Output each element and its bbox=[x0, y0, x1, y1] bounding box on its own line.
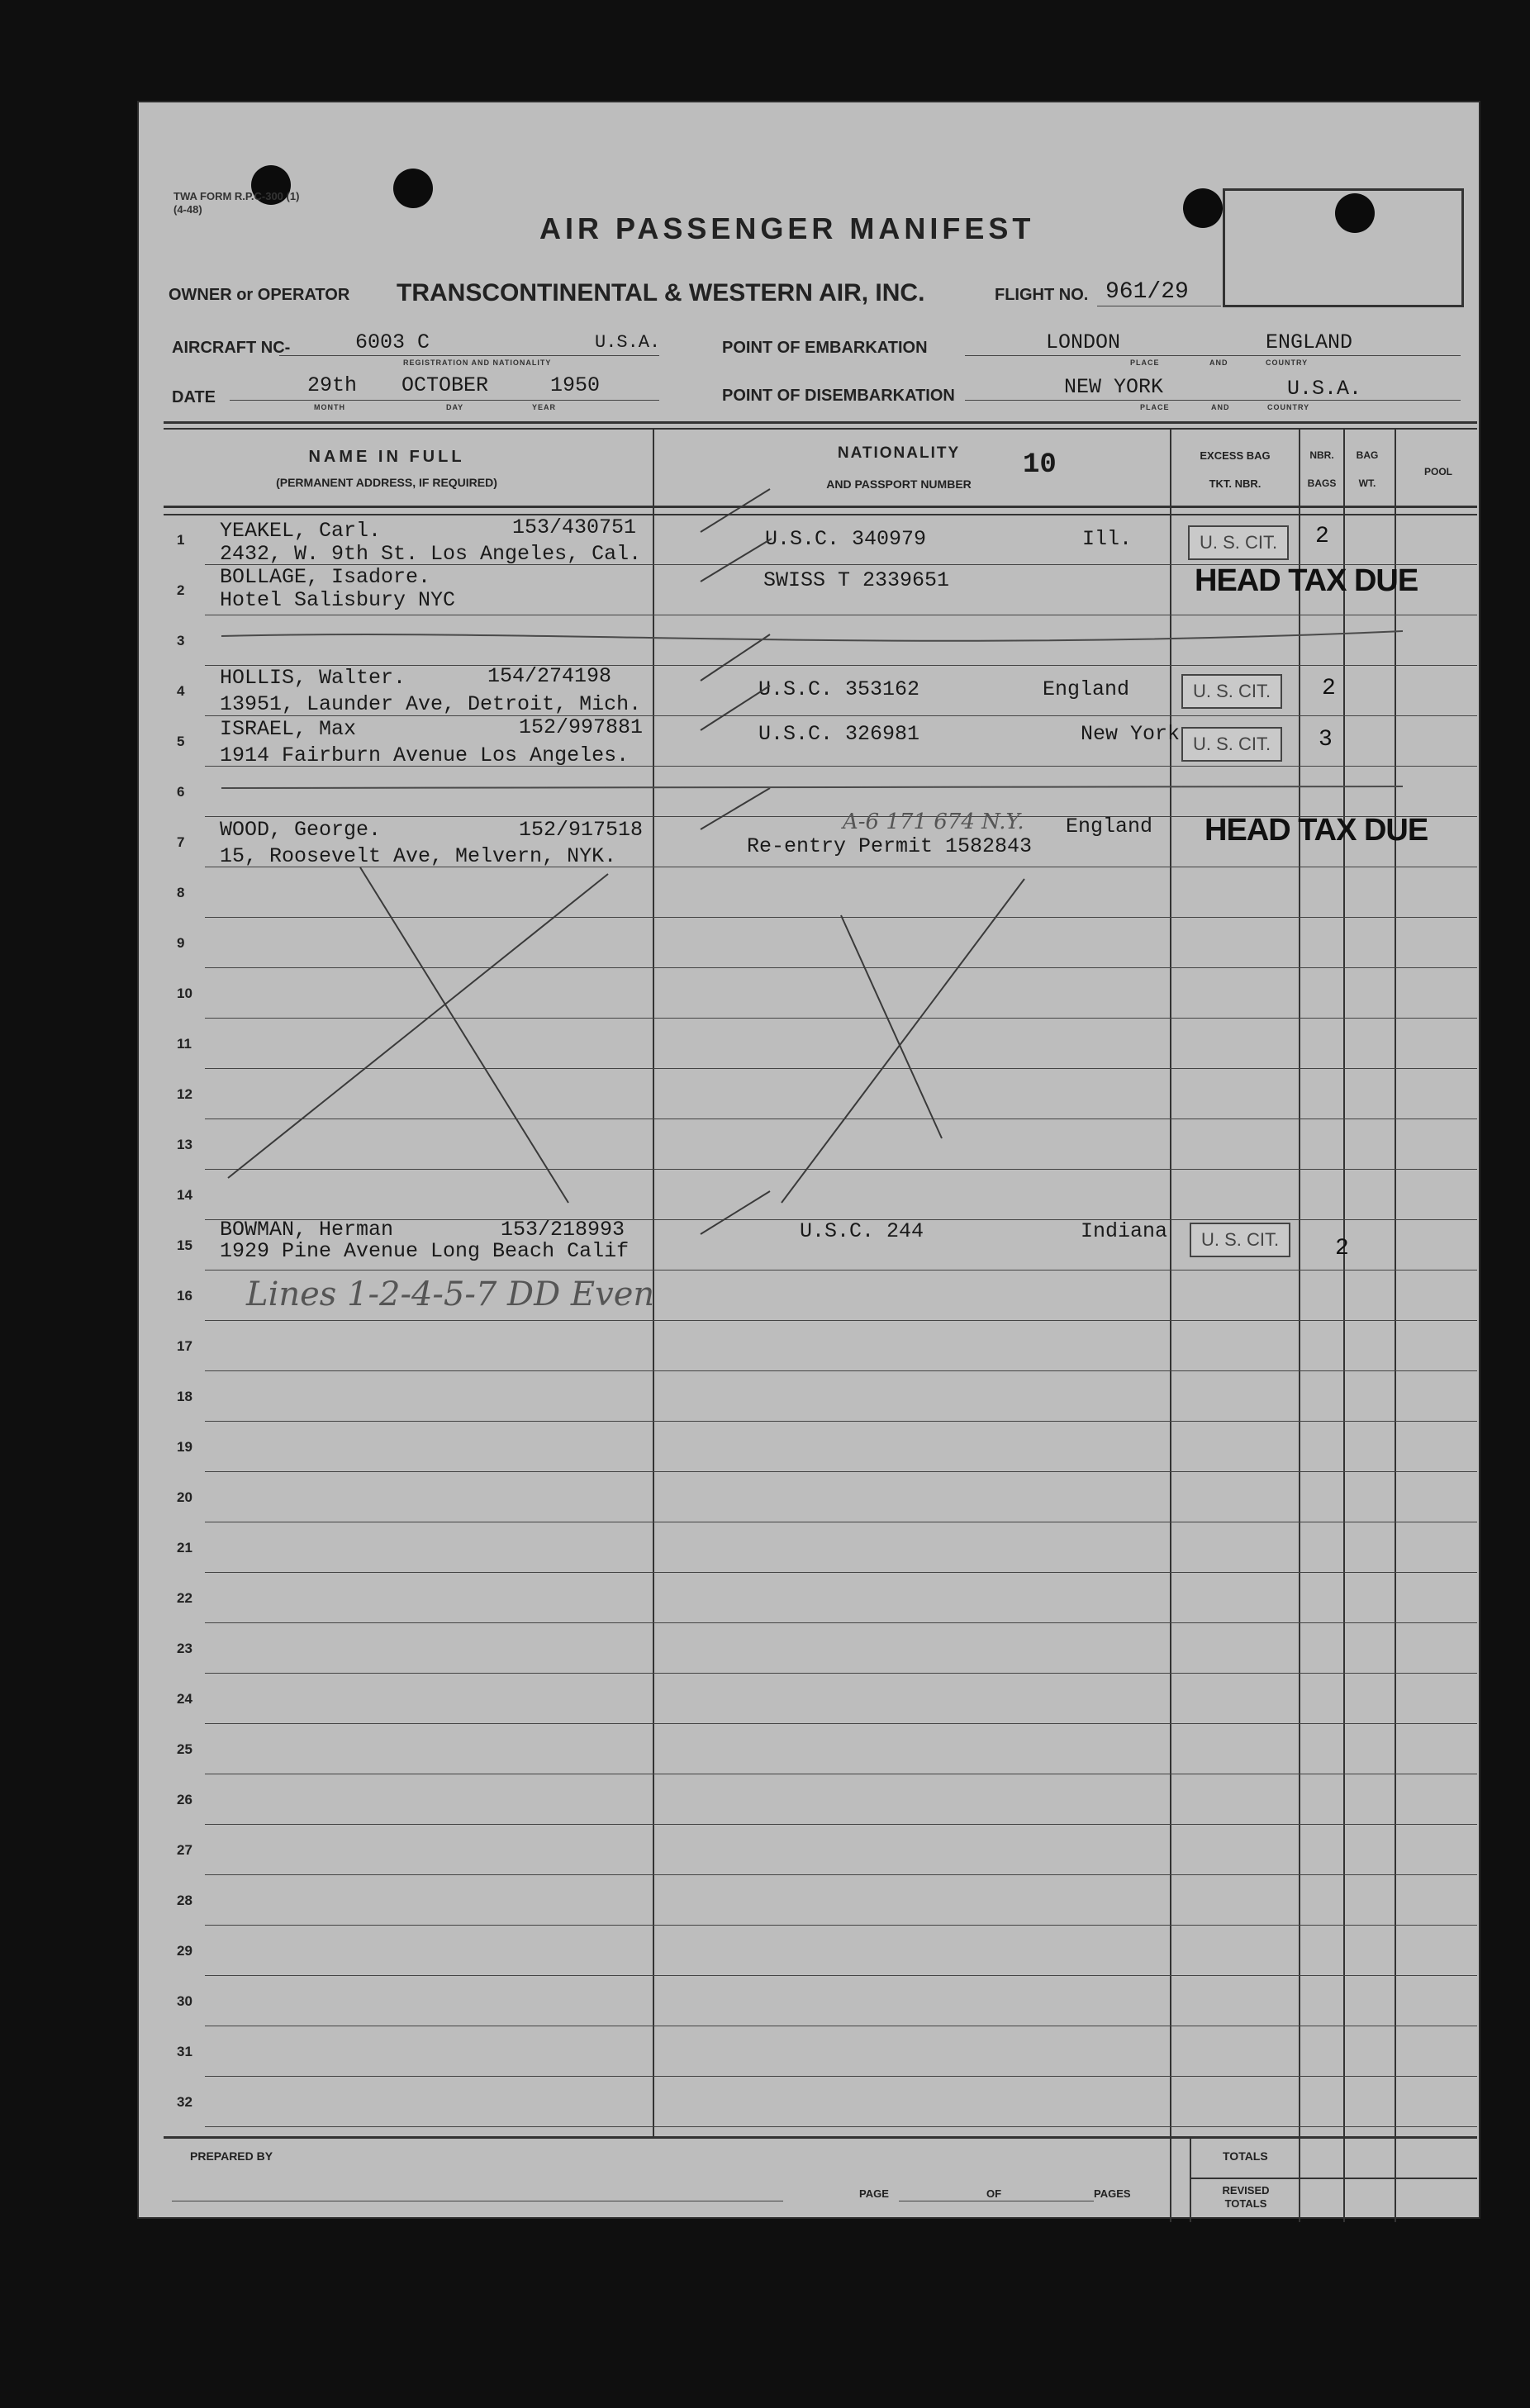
entry-1-address: 2432, W. 9th St. Los Angeles, Cal. bbox=[220, 542, 642, 566]
line-number: 21 bbox=[177, 1540, 192, 1555]
tick-mark bbox=[701, 1191, 770, 1234]
aircraft-sub: REGISTRATION AND NATIONALITY bbox=[403, 359, 552, 367]
entry-2-address: Hotel Salisbury NYC bbox=[220, 588, 456, 612]
revised-totals-label: REVISED TOTALS bbox=[1222, 2184, 1270, 2210]
date-label: DATE bbox=[172, 388, 216, 406]
page-label: PAGE bbox=[859, 2187, 889, 2200]
entry-1-ticket: 153/430751 bbox=[512, 515, 637, 539]
entry-15-bags: 2 bbox=[1335, 1236, 1349, 1261]
handwritten-summary: Lines 1-2-4-5-7 DD Even bbox=[246, 1275, 655, 1313]
entry-7-address: 15, Roosevelt Ave, Melvern, NYK. bbox=[220, 844, 617, 868]
entry-5-ticket: 152/997881 bbox=[519, 715, 644, 739]
col-bag: BAG bbox=[1356, 449, 1379, 461]
line-number: 32 bbox=[177, 2094, 192, 2110]
date-sub-year: YEAR bbox=[532, 403, 557, 411]
count-mark: 10 bbox=[1023, 449, 1057, 481]
entry-1-bags: 2 bbox=[1315, 524, 1329, 549]
col-nationality: NATIONALITY bbox=[837, 444, 961, 462]
entry-4-address: 13951, Launder Ave, Detroit, Mich. bbox=[220, 692, 642, 716]
line-number: 11 bbox=[177, 1036, 192, 1052]
line-number: 22 bbox=[177, 1590, 192, 1606]
line-number: 15 bbox=[177, 1237, 192, 1253]
col-excess-bag-sub: TKT. NBR. bbox=[1209, 477, 1262, 490]
entry-1-name: YEAKEL, Carl. bbox=[220, 519, 382, 543]
head-tax-due-stamp: HEAD TAX DUE bbox=[1195, 563, 1418, 598]
cross-stroke bbox=[228, 874, 608, 1178]
line-number: 24 bbox=[177, 1691, 192, 1707]
entry-1-note: Ill. bbox=[1082, 527, 1133, 551]
entry-7-note: England bbox=[1066, 815, 1153, 838]
prepared-by-label: PREPARED BY bbox=[190, 2149, 273, 2163]
and-sub: AND bbox=[1209, 359, 1228, 367]
line-number: 30 bbox=[177, 1993, 192, 2009]
date-day: OCTOBER bbox=[402, 373, 489, 397]
line-number: 3 bbox=[177, 633, 185, 648]
entry-15-ticket: 153/218993 bbox=[501, 1218, 625, 1242]
col-nationality-sub: AND PASSPORT NUMBER bbox=[826, 477, 972, 491]
head-tax-due-stamp: HEAD TAX DUE bbox=[1205, 813, 1428, 848]
entry-7-handnote: A-6 171 674 N.Y. bbox=[843, 810, 1024, 834]
cancellation-marks bbox=[139, 102, 1479, 2217]
line-number: 5 bbox=[177, 734, 185, 749]
line-number: 10 bbox=[177, 986, 192, 1001]
date-sub-month: MONTH bbox=[314, 403, 345, 411]
struck-line-3 bbox=[221, 631, 1403, 641]
us-citizen-stamp: U. S. CIT. bbox=[1181, 674, 1282, 709]
pages-label: PAGES bbox=[1094, 2187, 1131, 2200]
us-citizen-stamp: U. S. CIT. bbox=[1188, 525, 1289, 560]
entry-7-nationality: Re-entry Permit 1582843 bbox=[747, 834, 1033, 858]
line-number: 16 bbox=[177, 1288, 192, 1304]
col-bag-sub: WT. bbox=[1358, 477, 1376, 489]
date-sub-day: DAY bbox=[446, 403, 464, 411]
manifest-title: AIR PASSENGER MANIFEST bbox=[539, 211, 1035, 245]
date-year: 1950 bbox=[550, 373, 601, 397]
entry-15-note: Indiana bbox=[1081, 1219, 1168, 1243]
line-number: 13 bbox=[177, 1137, 192, 1152]
line-number: 8 bbox=[177, 885, 185, 900]
line-number: 31 bbox=[177, 2044, 192, 2059]
entry-4-nationality: U.S.C. 353162 bbox=[758, 677, 920, 701]
tick-mark bbox=[701, 489, 770, 532]
line-number: 26 bbox=[177, 1792, 192, 1807]
embark-place: LONDON bbox=[1046, 330, 1121, 354]
line-number: 9 bbox=[177, 935, 185, 951]
line-number: 4 bbox=[177, 683, 185, 699]
tick-mark bbox=[701, 539, 772, 582]
disembark-label: POINT OF DISEMBARKATION bbox=[722, 387, 955, 405]
place-sub: PLACE bbox=[1130, 359, 1160, 367]
line-number: 23 bbox=[177, 1641, 192, 1656]
country-sub: COUNTRY bbox=[1266, 359, 1309, 367]
aircraft-registration: 6003 C bbox=[355, 330, 430, 354]
owner-value: TRANSCONTINENTAL & WESTERN AIR, INC. bbox=[397, 279, 925, 306]
entry-15-name: BOWMAN, Herman bbox=[220, 1218, 394, 1242]
entry-4-ticket: 154/274198 bbox=[487, 664, 612, 688]
tick-mark bbox=[701, 686, 770, 730]
disembark-country: U.S.A. bbox=[1287, 377, 1362, 401]
line-number: 14 bbox=[177, 1187, 192, 1203]
date-month: 29th bbox=[307, 373, 358, 397]
form-code: TWA FORM R.P.C-300 (1) (4-48) bbox=[173, 190, 300, 216]
line-number: 7 bbox=[177, 834, 185, 850]
entry-1-nationality: U.S.C. 340979 bbox=[765, 527, 927, 551]
line-number: 17 bbox=[177, 1338, 192, 1354]
disembark-place: NEW YORK bbox=[1064, 375, 1164, 399]
tick-mark bbox=[701, 634, 770, 681]
cross-stroke bbox=[360, 867, 568, 1203]
entry-5-note: New York bbox=[1081, 722, 1181, 746]
line-number: 20 bbox=[177, 1489, 192, 1505]
tick-mark bbox=[701, 788, 770, 829]
entry-4-note: England bbox=[1043, 677, 1130, 701]
us-citizen-stamp: U. S. CIT. bbox=[1181, 727, 1282, 762]
flight-label: FLIGHT NO. bbox=[995, 286, 1089, 304]
entry-7-ticket: 152/917518 bbox=[519, 818, 644, 842]
line-number: 6 bbox=[177, 784, 185, 800]
line-number: 28 bbox=[177, 1893, 192, 1908]
col-nbr: NBR. bbox=[1309, 449, 1334, 461]
embark-country: ENGLAND bbox=[1266, 330, 1353, 354]
flight-number: 961/29 bbox=[1105, 279, 1189, 305]
line-number: 2 bbox=[177, 582, 185, 598]
line-number: 19 bbox=[177, 1439, 192, 1455]
embark-label: POINT OF EMBARKATION bbox=[722, 339, 928, 357]
line-number: 1 bbox=[177, 532, 185, 548]
struck-line-6 bbox=[221, 786, 1403, 788]
line-number: 25 bbox=[177, 1741, 192, 1757]
aircraft-label: AIRCRAFT NC- bbox=[172, 339, 291, 357]
totals-label: TOTALS bbox=[1223, 2149, 1268, 2163]
col-pool: POOL bbox=[1423, 466, 1452, 477]
line-number: 29 bbox=[177, 1943, 192, 1959]
entry-15-nationality: U.S.C. 244 bbox=[800, 1219, 924, 1243]
us-citizen-stamp: U. S. CIT. bbox=[1190, 1223, 1290, 1257]
col-nbr-sub: BAGS bbox=[1307, 477, 1337, 489]
line-number: 18 bbox=[177, 1389, 192, 1404]
col-excess-bag: EXCESS BAG bbox=[1200, 449, 1271, 462]
line-number: 12 bbox=[177, 1086, 192, 1102]
entry-15-address: 1929 Pine Avenue Long Beach Calif bbox=[220, 1239, 630, 1263]
cross-stroke bbox=[841, 915, 942, 1138]
aircraft-nationality: U.S.A. bbox=[595, 332, 661, 353]
entry-2-name: BOLLAGE, Isadore. bbox=[220, 565, 431, 589]
manifest-sheet bbox=[139, 102, 1479, 2217]
entry-4-bags: 2 bbox=[1322, 676, 1336, 701]
entry-4-name: HOLLIS, Walter. bbox=[220, 666, 406, 690]
entry-7-name: WOOD, George. bbox=[220, 818, 382, 842]
entry-5-address: 1914 Fairburn Avenue Los Angeles. bbox=[220, 743, 630, 767]
line-number: 27 bbox=[177, 1842, 192, 1858]
entry-5-bags: 3 bbox=[1319, 727, 1333, 753]
cross-stroke bbox=[782, 879, 1024, 1203]
and-sub-2: AND bbox=[1211, 403, 1230, 411]
entry-5-nationality: U.S.C. 326981 bbox=[758, 722, 920, 746]
of-label: OF bbox=[986, 2187, 1002, 2200]
entry-2-nationality: SWISS T 2339651 bbox=[763, 568, 950, 592]
col-name: NAME IN FULL bbox=[308, 448, 465, 466]
owner-label: OWNER or OPERATOR bbox=[169, 286, 350, 304]
place-sub-2: PLACE bbox=[1140, 403, 1170, 411]
col-name-sub: (PERMANENT ADDRESS, IF REQUIRED) bbox=[276, 476, 497, 489]
country-sub-2: COUNTRY bbox=[1267, 403, 1310, 411]
entry-5-name: ISRAEL, Max bbox=[220, 717, 357, 741]
